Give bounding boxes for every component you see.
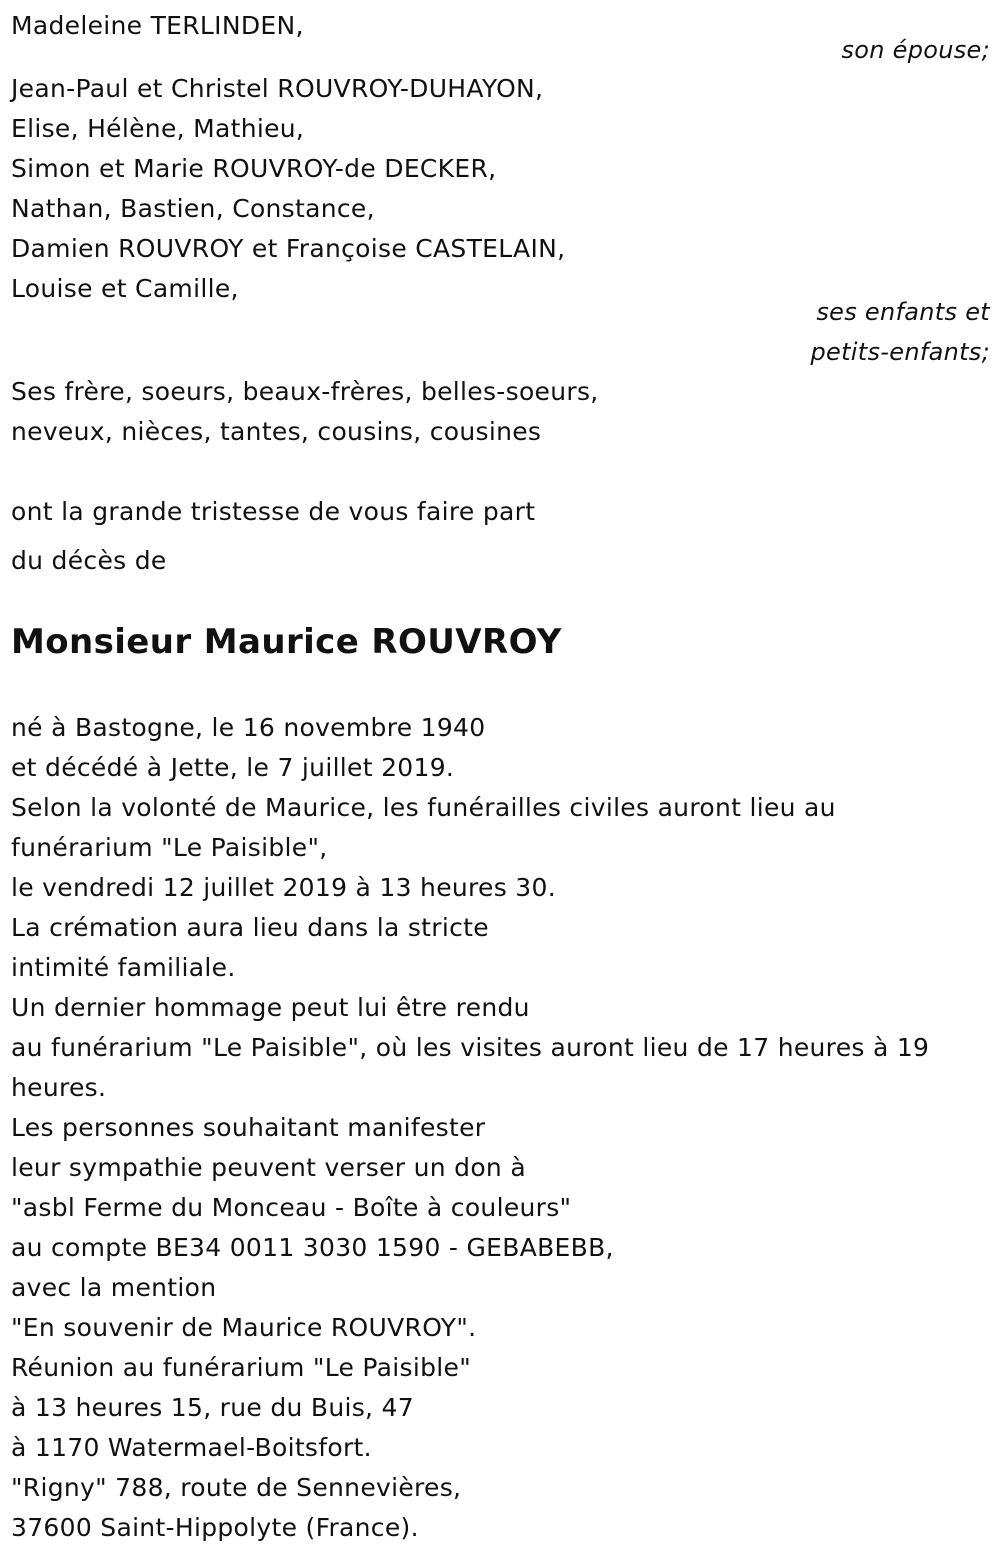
detail-line: Réunion au funérarium "Le Paisible" <box>11 1353 471 1382</box>
children-role: ses enfants et <box>816 298 990 326</box>
detail-line: intimité familiale. <box>11 953 236 982</box>
detail-line: au compte BE34 0011 3030 1590 - GEBABEBB, <box>11 1233 614 1262</box>
detail-line: heures. <box>11 1073 107 1102</box>
detail-line: 37600 Saint-Hippolyte (France). <box>11 1513 419 1542</box>
deceased-name: Monsieur Maurice ROUVROY <box>11 622 562 662</box>
children-line: Elise, Hélène, Mathieu, <box>11 114 305 143</box>
detail-line: "asbl Ferme du Monceau - Boîte à couleurs" <box>11 1193 572 1222</box>
detail-line: leur sympathie peuvent verser un don à <box>11 1153 526 1182</box>
spouse-name: Madeleine TERLINDEN, <box>11 11 304 40</box>
detail-line: le vendredi 12 juillet 2019 à 13 heures 30. <box>11 873 556 902</box>
spouse-role: son épouse; <box>841 36 990 64</box>
detail-line: Selon la volonté de Maurice, les funérailles civiles auront lieu au <box>11 793 836 822</box>
detail-line: avec la mention <box>11 1273 217 1302</box>
detail-line: né à Bastogne, le 16 novembre 1940 <box>11 713 486 742</box>
relatives-line: neveux, nièces, tantes, cousins, cousines <box>11 417 542 446</box>
announcement-line: ont la grande tristesse de vous faire part <box>11 497 536 526</box>
detail-line: funérarium "Le Paisible", <box>11 833 328 862</box>
children-line: Louise et Camille, <box>11 274 239 303</box>
children-line: Jean-Paul et Christel ROUVROY-DUHAYON, <box>11 74 544 103</box>
detail-line: au funérarium "Le Paisible", où les visites auront lieu de 17 heures à 19 <box>11 1033 930 1062</box>
announcement-line: du décès de <box>11 546 167 575</box>
detail-line: Un dernier hommage peut lui être rendu <box>11 993 530 1022</box>
relatives-line: Ses frère, soeurs, beaux-frères, belles-soeurs, <box>11 377 599 406</box>
detail-line: La crémation aura lieu dans la stricte <box>11 913 489 942</box>
children-line: Nathan, Bastien, Constance, <box>11 194 375 223</box>
detail-line: à 1170 Watermael-Boitsfort. <box>11 1433 372 1462</box>
detail-line: et décédé à Jette, le 7 juillet 2019. <box>11 753 455 782</box>
detail-line: Les personnes souhaitant manifester <box>11 1113 486 1142</box>
detail-line: "En souvenir de Maurice ROUVROY". <box>11 1313 477 1342</box>
children-line: Simon et Marie ROUVROY-de DECKER, <box>11 154 497 183</box>
detail-line: "Rigny" 788, route de Sennevières, <box>11 1473 462 1502</box>
detail-line: à 13 heures 15, rue du Buis, 47 <box>11 1393 414 1422</box>
children-line: Damien ROUVROY et Françoise CASTELAIN, <box>11 234 566 263</box>
grandchildren-role: petits-enfants; <box>810 338 990 366</box>
